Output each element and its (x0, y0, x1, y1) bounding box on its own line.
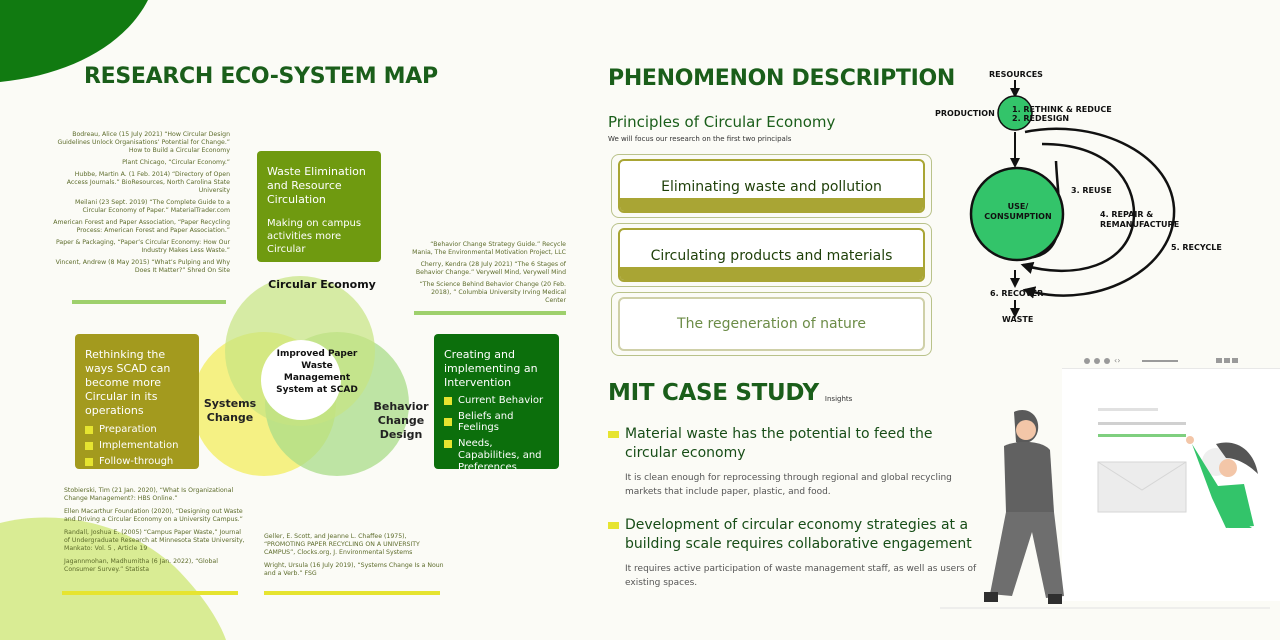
principle-card (611, 223, 932, 287)
people-illustration (940, 400, 1280, 615)
box-rethink-title: Rethinking the ways SCAD can become more Circular in its operations (85, 348, 171, 417)
window-control-icon (1216, 358, 1222, 363)
insight-body: It requires active participation of waste management staff, as well as users of existing spaces. (625, 564, 977, 588)
cycle-label-use: USE/ CONSUMPTION (984, 202, 1052, 221)
cycle-label-repair: 4. REPAIR & REMANUFACTURE (1100, 210, 1180, 229)
insight-heading: Material waste has the potential to feed the circular economy (625, 426, 933, 461)
venn-label-systems: Systems Change (203, 397, 257, 424)
bullet-square-icon (85, 426, 93, 434)
bullet-square-icon (85, 458, 93, 466)
reference-item: Wright, Ursula (16 July 2019), “Systems Change Is a Noun and a Verb.” FSG (264, 562, 444, 577)
dot-icon (1084, 358, 1090, 364)
principle-card (611, 292, 932, 356)
window-control-icon (1224, 358, 1230, 363)
list-item: Follow-through (85, 456, 189, 467)
principles-note: We will focus our research on the first two principals (608, 135, 792, 143)
reference-item: Jagannmohan, Madhumitha (6 Jan. 2022), “Global Consumer Survey.” Statista (64, 558, 218, 573)
venn-label-circular: Circular Economy (268, 278, 376, 291)
box-intervention (434, 334, 559, 473)
list-item: Beliefs and Feelings (444, 411, 549, 433)
box-waste-subtitle: Making on campus activities more Circular (267, 218, 362, 255)
cycle-label-recover: 6. RECOVER (990, 289, 1044, 298)
principle-label: Circulating products and materials (650, 248, 893, 264)
box-intervention-title: Creating and implementing an Intervention (444, 348, 538, 389)
list-item: Needs, Capabilities, and Preferences (444, 438, 549, 474)
reference-item: “Behavior Change Strategy Guide.” Recycle Mania, The Environmental Motivation Project, LLC (412, 241, 566, 256)
bullet-square-icon (444, 440, 452, 448)
cycle-label-redesign: 2. REDESIGN (1012, 114, 1070, 123)
ecosystem-map-title: RESEARCH ECO-SYSTEM MAP (84, 64, 438, 89)
insight-item (608, 516, 980, 590)
dot-icon (1094, 358, 1100, 364)
bullet-square-icon (444, 397, 452, 405)
bullet-square-icon (85, 442, 93, 450)
insight-body: It is clean enough for reprocessing through regional and global recycling markets that include paper, plastic, and food. (625, 473, 952, 497)
box-waste-title: Waste Elimination and Resource Circulation (267, 165, 366, 206)
insight-item (608, 425, 980, 499)
list-item: Current Behavior (444, 395, 549, 406)
cycle-label-resources: RESOURCES (989, 70, 1043, 79)
nav-arrows-icon: ‹› (1114, 356, 1121, 365)
reference-item: Bodreau, Alice (15 July 2021) “How Circular Design Guidelines Unlock Organisations’ Potential for Change.” How to Build a Circular Economy (57, 131, 230, 154)
cycle-label-rethink: 1. RETHINK & REDUCE (1012, 105, 1112, 114)
divider (414, 311, 566, 315)
reference-item: Stobierski, Tim (21 Jan. 2020), “What Is Organizational Change Management?: HBS Online.” (64, 487, 234, 502)
reference-item: Paper & Packaging, “Paper’s Circular Economy: How Our Industry Makes Less Waste.” (55, 239, 230, 254)
reference-item: “The Science Behind Behavior Change (20 Feb. 2018), ” Columbia University Irving Medical Center (419, 281, 566, 304)
window-control-icon (1232, 358, 1238, 363)
rethink-list (85, 424, 189, 467)
reference-item: American Forest and Paper Association, “Paper Recycling Process: American Forest and Paper Association.” (53, 219, 230, 234)
cycle-label-recycle: 5. RECYCLE (1171, 243, 1222, 252)
mit-header (608, 380, 852, 406)
dot-icon (1104, 358, 1110, 364)
principle-card (611, 154, 932, 218)
circular-cycle-diagram (935, 60, 1230, 335)
list-item: Implementation (85, 440, 189, 451)
mit-tag: Insights (824, 395, 853, 403)
reference-item: Randall, Joshua E. (2005) “Campus Paper Waste,” Journal of Undergraduate Research at Minnesota State University, Mankato: Vol. 5 , Article 19 (64, 529, 245, 552)
reference-item: Plant Chicago, “Circular Economy.” (122, 159, 230, 166)
browser-toolbar (1084, 356, 1238, 365)
venn-center-label: Improved Paper Waste Management System at SCAD (276, 349, 358, 395)
phenomenon-title: PHENOMENON DESCRIPTION (608, 66, 956, 91)
venn-label-behavior: Behavior Change Design (373, 400, 429, 441)
insight-heading: Development of circular economy strategies at a building scale requires collaborative engagement (625, 517, 972, 552)
reference-item: Meilani (23 Sept. 2019) “The Complete Guide to a Circular Economy of Paper.” MaterialTrader.com (75, 199, 230, 214)
principle-label: Eliminating waste and pollution (661, 179, 882, 195)
bullet-square-icon (608, 522, 619, 529)
principles-subtitle: Principles of Circular Economy (608, 113, 836, 131)
divider (62, 591, 238, 595)
principle-label: The regeneration of nature (677, 316, 866, 332)
reference-item: Cherry, Kendra (28 July 2021) “The 6 Stages of Behavior Change.” Verywell Mind, Verywell Mind (415, 261, 566, 276)
references-bottom-left (64, 487, 246, 574)
reference-item: Hubbe, Martin A. (1 Feb. 2014) “Directory of Open Access Journals.” BioResources, North Carolina State University (66, 171, 230, 194)
bullet-square-icon (608, 431, 619, 438)
cycle-label-reuse: 3. REUSE (1071, 186, 1112, 195)
box-waste-elimination (257, 151, 381, 262)
reference-item: Geller, E. Scott, and Jeanne L. Chaffee (1975), “PROMOTING PAPER RECYCLING ON A UNIVERSITY CAMPUS”, Clocks.org, J. Environmental Systems (264, 533, 420, 556)
list-item: Preparation (85, 424, 189, 435)
address-bar (1142, 360, 1178, 362)
references-right (410, 241, 566, 305)
divider (264, 591, 440, 595)
reference-item: Ellen Macarthur Foundation (2020), “Designing out Waste and Driving a Circular Economy on a University Campus.” (64, 508, 243, 523)
cycle-label-waste: WASTE (1002, 315, 1034, 324)
mit-title: MIT CASE STUDY (608, 380, 819, 406)
box-rethinking (75, 334, 199, 469)
cycle-label-production: PRODUCTION (935, 109, 995, 118)
intervention-list (444, 395, 549, 474)
reference-item: Vincent, Andrew (8 May 2015) “What’s Pulping and Why Does It Matter?” Shred On Site (55, 259, 230, 274)
bullet-square-icon (444, 418, 452, 426)
references-bottom-mid (264, 533, 446, 578)
